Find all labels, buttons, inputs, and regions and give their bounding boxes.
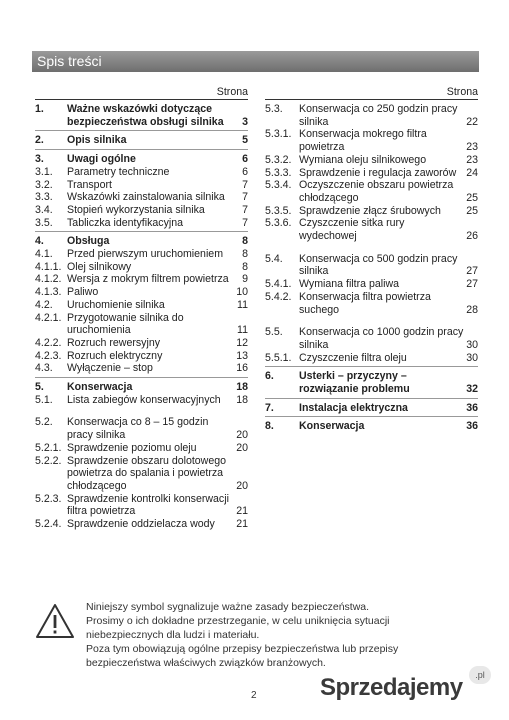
toc-entry[interactable] [35,394,248,407]
toc-entry-page: 20 [236,479,248,492]
toc-spacer [35,406,248,416]
toc-entry[interactable] [35,191,248,204]
toc-entry-page: 36 [466,420,478,433]
toc-entry-title: Sprawdzenie i regulacja zaworów [299,166,457,179]
toc-entry[interactable] [265,167,478,180]
toc-entry-page: 30 [466,338,478,351]
toc-entry-title: Opis silnika [67,134,127,147]
toc-entry-page: 6 [242,153,248,166]
toc-entry-number: 5.4.2. [265,290,292,303]
toc-entry[interactable] [265,179,478,204]
toc-entry-title: Instalacja elektryczna [299,401,408,414]
toc-section [35,131,248,150]
toc-title-bar [32,51,479,72]
toc-entry-title: Sprawdzenie kontrolki konserwacji filtra powietrza [67,492,229,518]
toc-entry-title: Obsługa [67,235,110,248]
toc-entry[interactable] [265,217,478,242]
toc-entry[interactable] [265,103,478,128]
toc-entry-number: 4.1.1. [35,260,62,273]
toc-entry-page: 18 [236,393,248,406]
toc-entry-page: 8 [242,248,248,261]
toc-entry-number: 3. [35,153,44,166]
safety-note-line: niebezpiecznych dla ludzi i materiału. [86,629,260,641]
safety-note-line: Poza tym obowiązują ogólne przepisy bezpieczeństwa lub przepisy [86,643,399,655]
toc-entry[interactable] [35,204,248,217]
toc-entry-page: 20 [236,429,248,442]
warning-triangle-icon [35,603,75,639]
toc-entry-number: 6. [265,370,274,383]
toc-entry-number: 4.2.1. [35,311,62,324]
toc-entry-number: 8. [265,420,274,433]
toc-entry-number: 4.2.2. [35,336,62,349]
toc-entry[interactable] [35,381,248,394]
toc-entry-page: 13 [236,349,248,362]
toc-section [265,399,478,418]
toc-entry-page: 23 [466,153,478,166]
toc-entry[interactable] [35,299,248,312]
toc-entry-title: Sprawdzenie oddzielacza wody [67,518,215,531]
toc-entry[interactable] [265,278,478,291]
toc-entry-number: 1. [35,103,44,115]
toc-section [265,100,478,367]
toc-entry[interactable] [35,248,248,261]
watermark-badge: .pl [469,666,491,684]
toc-entry-number: 5.5.1. [265,351,292,364]
toc-entry[interactable] [35,103,248,128]
toc-entry-number: 5. [35,381,44,394]
toc-entry-page: 11 [237,324,248,337]
toc-entry-title: Usterki – przyczyny – rozwiązanie problemu [299,370,410,396]
toc-entry-title: Wyłączenie – stop [67,362,153,375]
toc-entry-title: Konserwacja mokrego filtra powietrza [299,128,427,154]
toc-entry-page: 16 [236,362,248,375]
toc-entry[interactable] [35,350,248,363]
toc-entry-page: 24 [466,166,478,179]
toc-section [35,378,248,533]
toc-entry[interactable] [265,352,478,365]
toc-entry-number: 4.2. [35,298,53,311]
toc-entry-page: 21 [236,518,248,531]
toc-entry-number: 5.1. [35,393,53,406]
toc-entry[interactable] [35,235,248,248]
toc-entry-number: 4.2.3. [35,349,62,362]
toc-entry[interactable] [35,455,248,493]
toc-entry-number: 5.2.2. [35,454,62,467]
toc-entry[interactable] [35,312,248,337]
toc-spacer [265,243,478,253]
toc-entry[interactable] [265,420,478,433]
toc-entry-number: 3.4. [35,203,53,216]
toc-entry-page: 25 [466,191,478,204]
toc-entry-page: 7 [242,178,248,191]
toc-entry-page: 22 [466,115,478,128]
toc-entry-number: 3.5. [35,216,53,229]
toc-entry-title: Przygotowanie silnika do uruchomienia [67,311,184,337]
toc-entry[interactable] [265,253,478,278]
toc-entry-title: Konserwacja co 8 – 15 godzin pracy silnika [67,416,209,442]
toc-entry-number: 4.1. [35,248,53,261]
safety-note-line: Prosimy o ich dokładne przestrzeganie, w celu uniknięcia sytuacji [86,615,390,627]
toc-entry-number: 5.5. [265,326,283,339]
toc-entry-number: 3.2. [35,178,53,191]
toc-entry-page: 10 [236,286,248,299]
toc-entry-page: 8 [242,235,248,248]
toc-entry-page: 25 [466,204,478,217]
safety-note-line: bezpieczeństwa właściwych związków branżowych. [86,657,326,669]
toc-entry-page: 32 [466,383,478,396]
toc-entry-page: 8 [242,260,248,273]
toc-section [35,150,248,232]
toc-entry[interactable] [35,179,248,192]
toc-entry[interactable] [35,134,248,147]
toc-entry[interactable] [35,442,248,455]
toc-entry-title: Tabliczka identyfikacyjna [67,216,183,229]
toc-entry-title: Uwagi ogólne [67,153,136,166]
toc-entry-number: 4.1.3. [35,286,62,299]
toc-entry-title: Olej silnikowy [67,260,132,273]
toc-entry-page: 7 [242,216,248,229]
toc-entry-title: Konserwacja [299,420,365,433]
toc-entry[interactable] [35,286,248,299]
toc-entry-page: 23 [466,141,478,154]
toc-entry-title: Uruchomienie silnika [67,298,165,311]
toc-entry-title: Stopień wykorzystania silnika [67,203,205,216]
toc-entry-title: Konserwacja [67,381,133,394]
toc-entry[interactable] [35,217,248,230]
toc-entry[interactable] [35,273,248,286]
toc-entry-number: 5.2.4. [35,518,62,531]
toc-entry-page: 36 [466,401,478,414]
toc-entry-title: Czyszczenie filtra oleju [299,351,407,364]
toc-section [265,367,478,398]
toc-section [35,232,248,378]
toc-spacer [265,316,478,326]
toc-section [265,417,478,435]
toc-entry-number: 4.1.2. [35,273,62,286]
toc-entry[interactable] [265,370,478,395]
toc-entry-title: Sprawdzenie złącz śrubowych [299,204,441,217]
toc-entry[interactable] [35,337,248,350]
toc-entry-number: 5.3. [265,103,283,115]
toc-entry[interactable] [35,166,248,179]
toc-entry-title: Lista zabiegów konserwacyjnych [67,393,221,406]
toc-entry-title: Paliwo [67,286,99,299]
toc-entry-page: 28 [466,303,478,316]
toc-entry-page: 20 [236,441,248,454]
toc-entry[interactable] [265,326,478,351]
toc-entry-number: 5.2. [35,416,53,429]
toc-entry-number: 5.3.3. [265,166,292,179]
toc-entry-number: 3.3. [35,191,53,204]
toc-entry-page: 7 [242,203,248,216]
toc-entry-number: 7. [265,401,274,414]
watermark-logo: Sprzedajemy [320,674,463,701]
toc-entry-page: 26 [466,230,478,243]
toc-entry-title: Przed pierwszym uruchomieniem [67,248,224,261]
toc-entry-page: 21 [236,505,248,518]
toc-entry-title: Oczyszczenie obszaru powietrza chłodzącego [299,179,454,204]
toc-entry-title: Ważne wskazówki dotyczące bezpieczeństwa obsługi silnika [67,103,224,128]
toc-entry[interactable] [35,153,248,166]
toc-entry[interactable] [35,518,248,531]
toc-entry-title: Konserwacja co 1000 godzin pracy silnika [299,326,464,351]
toc-entry-number: 2. [35,134,44,147]
toc-entry-title: Sprawdzenie poziomu oleju [67,441,197,454]
toc-entry-number: 5.3.5. [265,204,292,217]
toc-entry-page: 30 [466,351,478,364]
toc-entry-title: Wskazówki zainstalowania silnika [67,191,225,204]
toc-entry-title: Wymiana filtra paliwa [299,278,399,291]
toc-entry-number: 5.4.1. [265,278,292,291]
toc-entry-page: 9 [242,273,248,286]
toc-entry[interactable] [265,128,478,153]
toc-entry-title: Parametry techniczne [67,165,170,178]
toc-entry-page: 12 [236,336,248,349]
toc-entry-number: 5.2.1. [35,441,62,454]
safety-note [86,600,416,670]
toc-entry-page: 27 [466,278,478,291]
toc-entry-title: Wymiana oleju silnikowego [299,153,427,166]
toc-entry-title: Wersja z mokrym filtrem powietrza [67,273,229,286]
toc-entry-title: Sprawdzenie obszaru dolotowego powietrza do spalania i powietrza chłodzącego [67,454,227,492]
toc-entry-page: 18 [236,381,248,394]
toc-column-right [265,86,478,435]
safety-note-line: Niniejszy symbol sygnalizuje ważne zasady bezpieczeństwa. [86,601,370,613]
toc-entry[interactable] [35,493,248,518]
toc-entry-number: 4. [35,235,44,248]
toc-entry-title: Konserwacja filtra powietrza suchego [299,290,431,316]
toc-entry-number: 5.3.2. [265,153,292,166]
toc-entry-number: 4.3. [35,362,53,375]
toc-entry[interactable] [265,291,478,316]
toc-entry-page: 5 [242,134,248,147]
toc-entry-title: Rozruch elektryczny [67,349,163,362]
toc-entry-title: Konserwacja co 500 godzin pracy silnika [299,252,458,278]
toc-entry[interactable] [265,154,478,167]
toc-entry-number: 5.4. [265,252,283,265]
page-number: 2 [251,690,257,701]
toc-entry[interactable] [265,205,478,218]
toc-entry-page: 11 [237,298,248,311]
toc-entry[interactable] [35,362,248,375]
toc-entry-number: 5.2.3. [35,492,62,505]
toc-entry-number: 5.3.1. [265,128,292,141]
toc-entry-number: 5.3.4. [265,179,292,192]
toc-entry-number: 5.3.6. [265,217,292,230]
toc-entry[interactable] [35,416,248,441]
page-title: Spis treści [37,53,102,69]
toc-column-left [35,86,248,533]
toc-entry-title: Transport [67,178,112,191]
toc-entry-page: 6 [242,165,248,178]
toc-entry-page: 27 [466,265,478,278]
toc-entry-title: Rozruch rewersyjny [67,336,161,349]
strona-label: Strona [446,86,478,98]
toc-entry-title: Konserwacja co 250 godzin pracy silnika [299,103,458,128]
toc-entry-number: 3.1. [35,165,53,178]
toc-entry-page: 3 [242,115,248,128]
toc-section [35,100,248,131]
toc-entry-page: 7 [242,191,248,204]
toc-entry[interactable] [35,261,248,274]
strona-label: Strona [216,86,248,98]
toc-entry-title: Czyszczenie sitka rury wydechowej [299,217,405,243]
toc-entry[interactable] [265,402,478,415]
